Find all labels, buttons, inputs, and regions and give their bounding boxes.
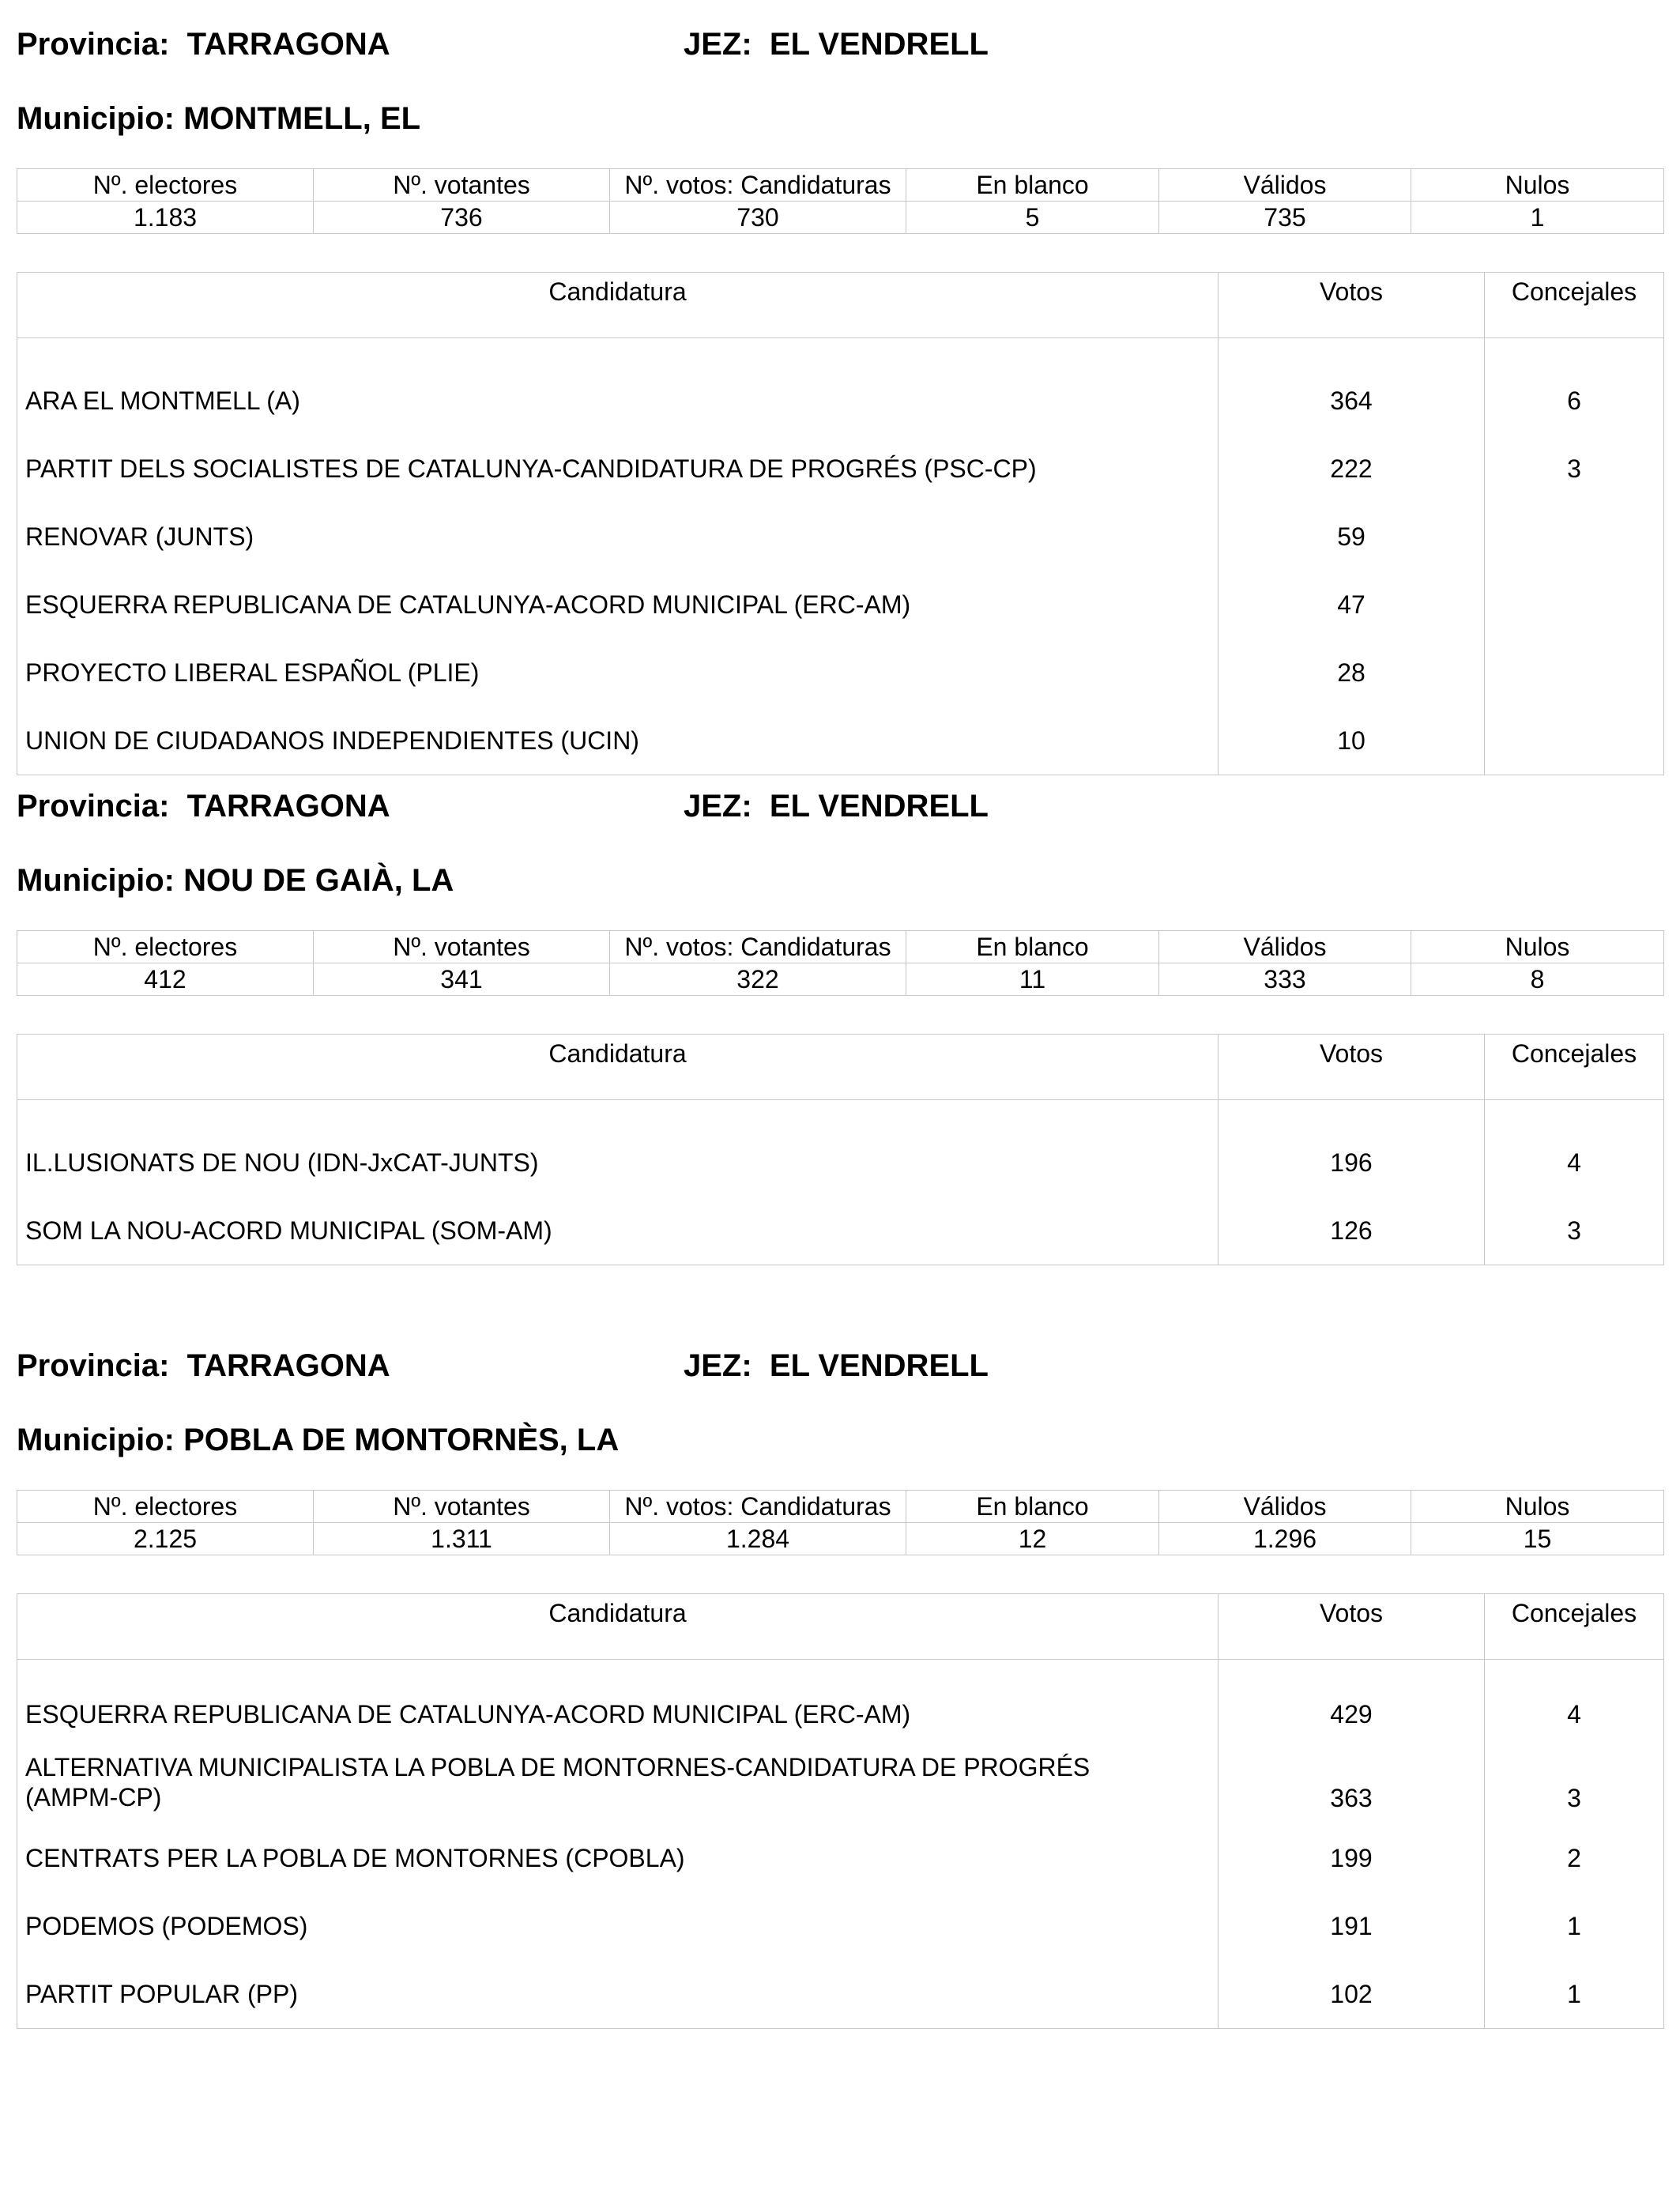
provincia-heading bbox=[17, 1347, 390, 1385]
stats-header-electores: Nº. electores bbox=[17, 169, 314, 202]
candidatura-row bbox=[17, 367, 1664, 435]
provincia-label: Provincia: bbox=[17, 1348, 170, 1383]
concejales-header: Concejales bbox=[1485, 1035, 1664, 1100]
stats-header-votos-candidaturas: Nº. votos: Candidaturas bbox=[610, 1491, 906, 1523]
municipio-value: MONTMELL, EL bbox=[183, 101, 421, 136]
candidatura-votos: 429 bbox=[1219, 1688, 1485, 1740]
municipio-section bbox=[17, 1347, 1663, 2026]
municipio-section bbox=[17, 787, 1663, 1246]
stats-votos-candidaturas: 322 bbox=[610, 963, 906, 996]
candidatura-name: PARTIT DELS SOCIALISTES DE CATALUNYA-CANDIDATURA DE PROGRÉS (PSC-CP) bbox=[17, 435, 1219, 503]
municipio-heading bbox=[17, 100, 420, 138]
candidatura-row bbox=[17, 1960, 1664, 2028]
candidatura-name: ALTERNATIVA MUNICIPALISTA LA POBLA DE MONTORNES-CANDIDATURA DE PROGRÉS (AMPM-CP) bbox=[17, 1740, 1219, 1824]
stats-votos-candidaturas: 1.284 bbox=[610, 1523, 906, 1555]
jez-heading bbox=[684, 25, 989, 63]
provincia-value: TARRAGONA bbox=[186, 1348, 390, 1383]
stats-value-row bbox=[17, 963, 1664, 996]
candidatura-row bbox=[17, 503, 1664, 571]
stats-header-en-blanco: En blanco bbox=[906, 931, 1159, 963]
stats-header-nulos: Nulos bbox=[1411, 1491, 1664, 1523]
candidatura-votos: 222 bbox=[1219, 435, 1485, 503]
candidatura-header: Candidatura bbox=[17, 1594, 1219, 1660]
candidatura-name: PARTIT POPULAR (PP) bbox=[17, 1960, 1219, 2028]
candidatura-concejales bbox=[1485, 707, 1664, 775]
jez-label: JEZ: bbox=[684, 789, 752, 824]
candidatura-name: ESQUERRA REPUBLICANA DE CATALUNYA-ACORD MUNICIPAL (ERC-AM) bbox=[17, 1688, 1219, 1740]
candidaturas-header-row bbox=[17, 1594, 1664, 1660]
candidatura-row bbox=[17, 1740, 1664, 1824]
candidatura-votos: 59 bbox=[1219, 503, 1485, 571]
stats-validos: 1.296 bbox=[1159, 1523, 1411, 1555]
candidatura-name: ESQUERRA REPUBLICANA DE CATALUNYA-ACORD MUNICIPAL (ERC-AM) bbox=[17, 571, 1219, 639]
candidatura-concejales: 3 bbox=[1485, 435, 1664, 503]
candidatura-votos: 47 bbox=[1219, 571, 1485, 639]
stats-header-en-blanco: En blanco bbox=[906, 1491, 1159, 1523]
candidatura-concejales bbox=[1485, 571, 1664, 639]
municipio-heading bbox=[17, 861, 454, 899]
candidatura-votos: 363 bbox=[1219, 1740, 1485, 1824]
candidaturas-header-row bbox=[17, 1035, 1664, 1100]
candidatura-concejales bbox=[1485, 639, 1664, 707]
concejales-header: Concejales bbox=[1485, 273, 1664, 338]
candidatura-votos: 10 bbox=[1219, 707, 1485, 775]
municipio-label: Municipio: bbox=[17, 1423, 175, 1457]
candidatura-name: IL.LUSIONATS DE NOU (IDN-JxCAT-JUNTS) bbox=[17, 1129, 1219, 1197]
municipio-heading bbox=[17, 1421, 619, 1459]
stats-header-en-blanco: En blanco bbox=[906, 169, 1159, 202]
provincia-value: TARRAGONA bbox=[186, 789, 390, 824]
candidatura-concejales: 1 bbox=[1485, 1892, 1664, 1960]
stats-header-nulos: Nulos bbox=[1411, 169, 1664, 202]
candidatura-row bbox=[17, 1197, 1664, 1265]
candidatura-name: SOM LA NOU-ACORD MUNICIPAL (SOM-AM) bbox=[17, 1197, 1219, 1265]
stats-electores: 412 bbox=[17, 963, 314, 996]
stats-header-validos: Válidos bbox=[1159, 931, 1411, 963]
stats-votantes: 1.311 bbox=[314, 1523, 610, 1555]
votos-header: Votos bbox=[1219, 273, 1485, 338]
municipio-label: Municipio: bbox=[17, 863, 175, 898]
stats-header-validos: Válidos bbox=[1159, 169, 1411, 202]
jez-value: EL VENDRELL bbox=[769, 27, 989, 62]
candidatura-votos: 196 bbox=[1219, 1129, 1485, 1197]
stats-header-row bbox=[17, 1491, 1664, 1523]
stats-header-electores: Nº. electores bbox=[17, 931, 314, 963]
stats-votos-candidaturas: 730 bbox=[610, 202, 906, 234]
candidatura-concejales: 4 bbox=[1485, 1688, 1664, 1740]
stats-electores: 2.125 bbox=[17, 1523, 314, 1555]
candidatura-row bbox=[17, 1688, 1664, 1740]
candidatura-name: RENOVAR (JUNTS) bbox=[17, 503, 1219, 571]
provincia-heading bbox=[17, 787, 390, 825]
candidatura-concejales bbox=[1485, 503, 1664, 571]
candidatura-row bbox=[17, 571, 1664, 639]
stats-value-row bbox=[17, 1523, 1664, 1555]
stats-header-validos: Válidos bbox=[1159, 1491, 1411, 1523]
stats-header-votantes: Nº. votantes bbox=[314, 169, 610, 202]
stats-votantes: 736 bbox=[314, 202, 610, 234]
jez-heading bbox=[684, 1347, 989, 1385]
stats-value-row bbox=[17, 202, 1664, 234]
stats-electores: 1.183 bbox=[17, 202, 314, 234]
jez-value: EL VENDRELL bbox=[769, 789, 989, 824]
provincia-value: TARRAGONA bbox=[186, 27, 390, 62]
stats-header-votos-candidaturas: Nº. votos: Candidaturas bbox=[610, 931, 906, 963]
candidatura-name: CENTRATS PER LA POBLA DE MONTORNES (CPOBLA) bbox=[17, 1824, 1219, 1892]
candidatura-name: PROYECTO LIBERAL ESPAÑOL (PLIE) bbox=[17, 639, 1219, 707]
candidatura-row bbox=[17, 1892, 1664, 1960]
stats-header-votantes: Nº. votantes bbox=[314, 1491, 610, 1523]
candidaturas-header-row bbox=[17, 273, 1664, 338]
candidatura-row bbox=[17, 1824, 1664, 1892]
candidatura-row bbox=[17, 435, 1664, 503]
jez-heading bbox=[684, 787, 989, 825]
votos-header: Votos bbox=[1219, 1035, 1485, 1100]
candidatura-concejales: 3 bbox=[1485, 1740, 1664, 1824]
provincia-heading bbox=[17, 25, 390, 63]
municipio-value: POBLA DE MONTORNÈS, LA bbox=[183, 1423, 620, 1457]
candidatura-votos: 102 bbox=[1219, 1960, 1485, 2028]
candidatura-concejales: 2 bbox=[1485, 1824, 1664, 1892]
candidatura-concejales: 4 bbox=[1485, 1129, 1664, 1197]
candidatura-votos: 364 bbox=[1219, 367, 1485, 435]
stats-nulos: 1 bbox=[1411, 202, 1664, 234]
stats-header-row bbox=[17, 931, 1664, 963]
candidatura-header: Candidatura bbox=[17, 273, 1219, 338]
candidatura-row bbox=[17, 1129, 1664, 1197]
candidatura-name: PODEMOS (PODEMOS) bbox=[17, 1892, 1219, 1960]
stats-header-votantes: Nº. votantes bbox=[314, 931, 610, 963]
stats-en-blanco: 12 bbox=[906, 1523, 1159, 1555]
stats-table bbox=[17, 930, 1664, 996]
stats-table bbox=[17, 1490, 1664, 1555]
candidatura-concejales: 6 bbox=[1485, 367, 1664, 435]
candidatura-votos: 126 bbox=[1219, 1197, 1485, 1265]
stats-validos: 735 bbox=[1159, 202, 1411, 234]
stats-nulos: 8 bbox=[1411, 963, 1664, 996]
jez-value: EL VENDRELL bbox=[769, 1348, 989, 1383]
candidatura-votos: 191 bbox=[1219, 1892, 1485, 1960]
stats-header-votos-candidaturas: Nº. votos: Candidaturas bbox=[610, 169, 906, 202]
municipio-label: Municipio: bbox=[17, 101, 175, 136]
candidaturas-table bbox=[17, 1593, 1664, 2029]
stats-header-electores: Nº. electores bbox=[17, 1491, 314, 1523]
candidatura-name: ARA EL MONTMELL (A) bbox=[17, 367, 1219, 435]
candidatura-votos: 199 bbox=[1219, 1824, 1485, 1892]
candidatura-concejales: 1 bbox=[1485, 1960, 1664, 2028]
candidaturas-table bbox=[17, 1034, 1664, 1265]
jez-label: JEZ: bbox=[684, 27, 752, 62]
candidatura-row bbox=[17, 639, 1664, 707]
stats-en-blanco: 11 bbox=[906, 963, 1159, 996]
candidaturas-table bbox=[17, 272, 1664, 775]
concejales-header: Concejales bbox=[1485, 1594, 1664, 1660]
municipio-section bbox=[17, 25, 1663, 755]
provincia-label: Provincia: bbox=[17, 27, 170, 62]
stats-nulos: 15 bbox=[1411, 1523, 1664, 1555]
provincia-label: Provincia: bbox=[17, 789, 170, 824]
jez-label: JEZ: bbox=[684, 1348, 752, 1383]
votos-header: Votos bbox=[1219, 1594, 1485, 1660]
municipio-value: NOU DE GAIÀ, LA bbox=[183, 863, 454, 898]
candidatura-row bbox=[17, 707, 1664, 775]
stats-votantes: 341 bbox=[314, 963, 610, 996]
stats-header-nulos: Nulos bbox=[1411, 931, 1664, 963]
stats-table bbox=[17, 168, 1664, 234]
candidatura-concejales: 3 bbox=[1485, 1197, 1664, 1265]
candidatura-header: Candidatura bbox=[17, 1035, 1219, 1100]
stats-validos: 333 bbox=[1159, 963, 1411, 996]
stats-header-row bbox=[17, 169, 1664, 202]
stats-en-blanco: 5 bbox=[906, 202, 1159, 234]
candidatura-votos: 28 bbox=[1219, 639, 1485, 707]
candidatura-name: UNION DE CIUDADANOS INDEPENDIENTES (UCIN) bbox=[17, 707, 1219, 775]
